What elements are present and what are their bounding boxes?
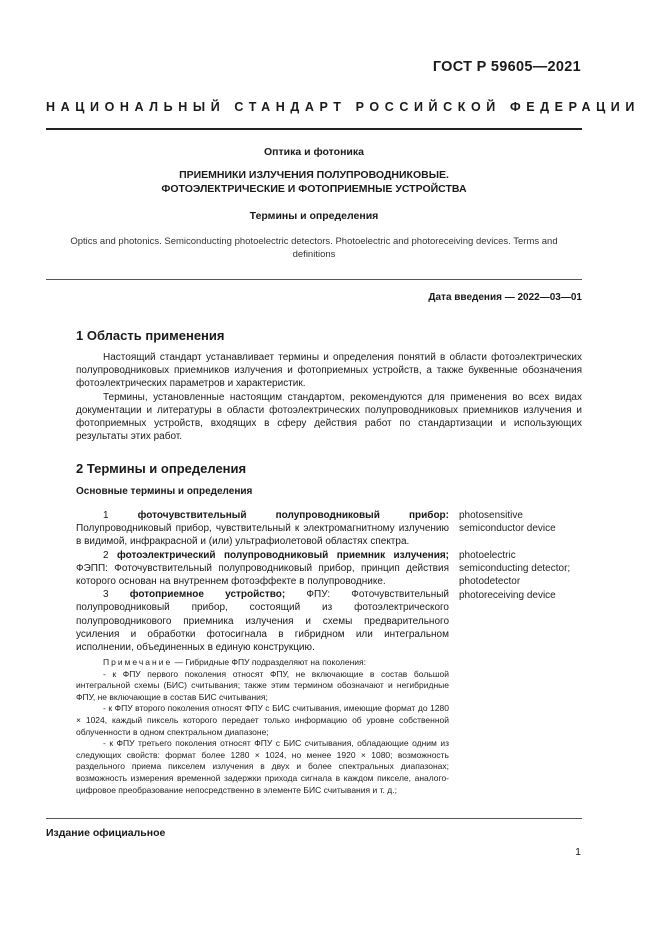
term-number: 1	[103, 510, 109, 521]
footer-divider	[46, 818, 582, 819]
date-of-introduction: Дата введения — 2022—03—01	[428, 292, 582, 303]
term-name: фоточувствительный полупроводниковый прибор:	[137, 510, 449, 521]
main-title-line-1: ПРИЕМНИКИ ИЗЛУЧЕНИЯ ПОЛУПРОВОДНИКОВЫЕ.	[179, 169, 449, 181]
note-intro	[76, 657, 449, 669]
term-entry	[76, 588, 449, 654]
term-english-equivalent: photoelectric semiconducting detector; photodetector	[459, 550, 571, 588]
note-item: - к ФПУ второго поколения относят ФПУ с БИС считывания, имеющие формат до 1280 × 1024, каждый пиксель которого передает только информацию об уровне собственной облученности в одном спектральном диапазоне;	[76, 703, 449, 737]
terms-column	[76, 509, 449, 654]
term-entry	[76, 549, 449, 589]
main-title-line-2: ФОТОЭЛЕКТРИЧЕСКИЕ И ФОТОПРИЕМНЫЕ УСТРОЙСТВА	[161, 183, 467, 195]
term-entry	[76, 509, 449, 549]
note-block	[76, 657, 449, 796]
term-english-equivalent: photosensitive semiconductor device	[459, 510, 556, 535]
term-name: фотоэлектрический полупроводниковый приемник излучения;	[117, 549, 450, 561]
term-definition: Полупроводниковый прибор, чувствительный к электромагнитному излучению в видимой, инфракрасной и (или) ультрафиолетовой областях спектра.	[76, 523, 449, 548]
section-1-body	[76, 351, 582, 443]
section-1-paragraph-1: Настоящий стандарт устанавливает термины и определения понятий в области фотоэлектрических полупроводниковых приемников излучения и фотоприемных устройств, а также буквенные обозначения фотоэлектрических параметров и характеристик.	[76, 352, 582, 390]
section-2-heading: 2 Термины и определения	[76, 461, 247, 476]
edition-label: Издание официальное	[46, 827, 166, 839]
field-title: Оптика и фотоника	[263, 146, 364, 158]
note-intro-text: — Гибридные ФПУ подразделяют на поколения:	[172, 657, 366, 667]
section-2-subheading: Основные термины и определения	[76, 486, 253, 497]
term-number: 2	[103, 549, 109, 561]
gost-number: ГОСТ Р 59605—2021	[432, 59, 581, 75]
term-number: 3	[103, 589, 109, 601]
term-name: фотоприемное устройство;	[129, 589, 286, 601]
national-standard-banner: НАЦИОНАЛЬНЫЙ СТАНДАРТ РОССИЙСКОЙ ФЕДЕРАЦИИ	[46, 100, 640, 114]
subtitle: Термины и определения	[249, 210, 379, 222]
page-number: 1	[575, 846, 581, 858]
main-title	[46, 168, 582, 196]
section-1-heading: 1 Область применения	[76, 328, 225, 343]
term-english-equivalent: photoreceiving device	[459, 590, 556, 601]
english-title	[46, 235, 582, 261]
note-item: - к ФПУ первого поколения относят ФПУ, не включающие в состав большой интегральной схемы (БИС) считывания; также этим термином обозначают и негибридные ФПУ, не включающие в состав БИС считывания;	[76, 668, 449, 702]
english-title-line-2: definitions	[292, 249, 336, 260]
term-definition: ФПУ: Фоточувствительный полупроводниковый прибор, состоящий из фотоэлектрического полупроводникового приемника излучения и схемы предварительного усиления и обработки фотосигнала в гибридном или интегральном исполнении, объединенных в единую конструкцию.	[76, 589, 449, 654]
note-label: Примечание	[103, 657, 173, 667]
term-definition: ФЭПП: Фоточувствительный полупроводниковый прибор, принцип действия которого основан на внутреннем фотоэффекте в полупроводнике.	[76, 562, 449, 588]
section-1-paragraph-2: Термины, установленные настоящим стандартом, рекомендуются для применения во всех видах документации и литературы в области фотоэлектрических полупроводниковых приемников излучения и фотоприемных устройств, входящих в сферу действия работ по стандартизации и использующих результаты этих работ.	[76, 391, 582, 443]
header-divider	[46, 128, 582, 130]
english-title-line-1: Optics and photonics. Semiconducting photoelectric detectors. Photoelectric and photoreceiving devices. Terms and	[70, 236, 558, 247]
title-divider	[46, 279, 582, 280]
note-item: - к ФПУ третьего поколения относят ФПУ с БИС считывания, обладающие одним из следующих свойств: формат более 1280 × 1024, но менее 1920 × 1080; возможность раздельного приема пикселем излучения в двух и более спектральных диапазонах; возможность измерения временной задержки прихода сигнала в каждом пикселе, аналого-цифровое преобразование непосредственно в элементе БИС считывания и т. д.;	[76, 738, 449, 795]
